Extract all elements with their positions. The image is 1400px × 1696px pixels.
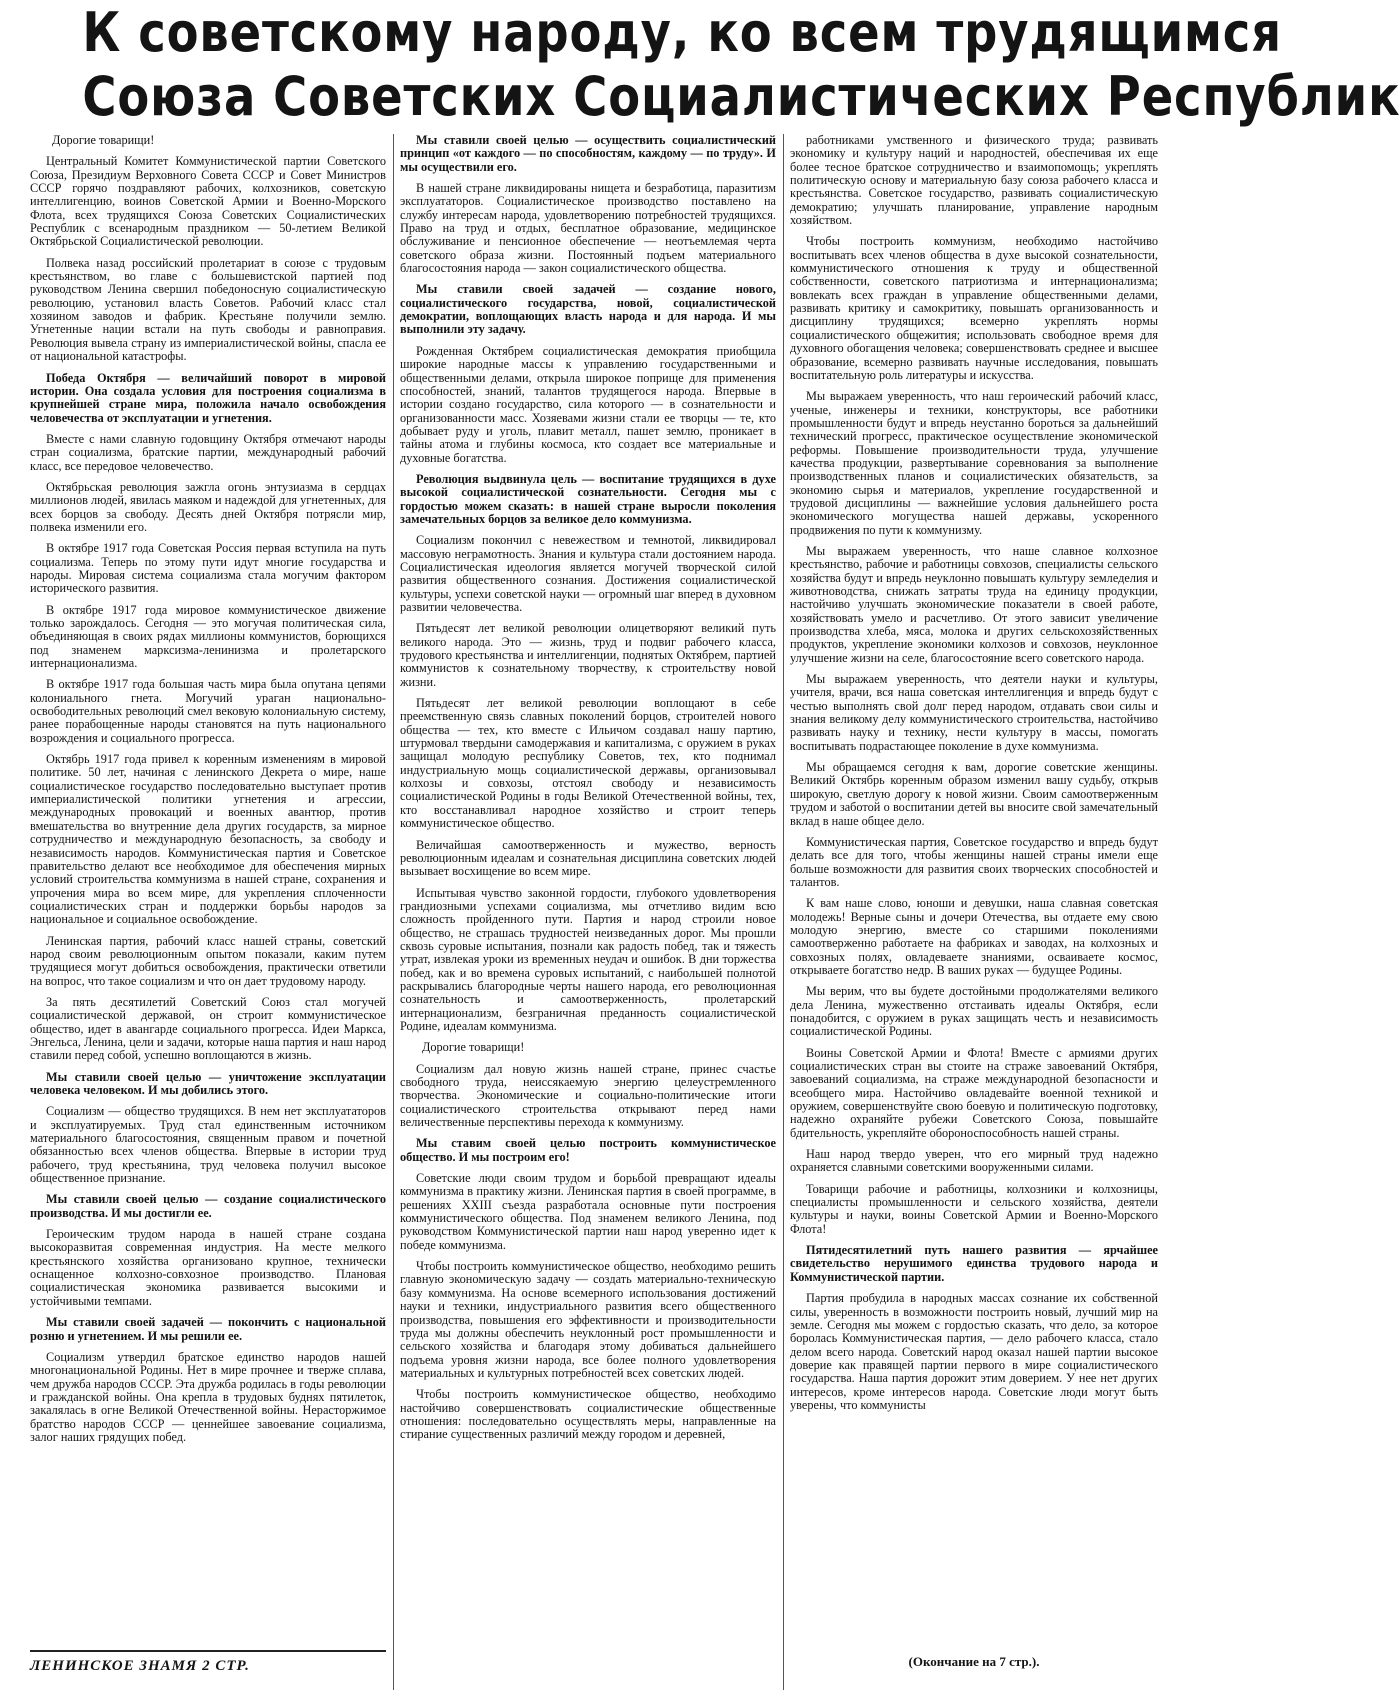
column-1 <box>30 134 386 1644</box>
article-paragraph: В октябре 1917 года мировое коммунистическое движение только зарождалось. Сегодня — это могучая политическая сила, объединяющая в своих рядах миллионы коммунистов, борющихся под знаменем марксизма-ленинизма и пролетарского интернационализма. <box>30 602 386 671</box>
article-paragraph: К вам наше слово, юноши и девушки, наша славная советская молодежь! Верные сыны и дочери Отечества, вы отдаете ему свою молодую энергию, вместе со старшими поколениями самоотверженно работаете на фабриках и заводах, на колхозных и совхозных полях, овладеваете знаниями, осваиваете космос, открываете богатство недр. В ваших руках — будущее Родины. <box>790 896 1158 977</box>
column-divider-1 <box>393 134 394 1690</box>
article-paragraph: За пять десятилетий Советский Союз стал могучей социалистической державой, он строит коммунистическое общество, идет в авангарде социального прогресса. Идеи Маркса, Энгельса, Ленина, цели и задачи, которые наша партия и наш народ ставили перед собой, успешно воплощаются в жизнь. <box>30 994 386 1063</box>
bold-paragraph: Пятидесятилетний путь нашего развития — ярчайшее свидетельство нерушимого единства трудового народа и Коммунистической партии. <box>790 1243 1158 1284</box>
article-paragraph: Наш народ твердо уверен, что его мирный труд надежно охраняется славными советскими вооруженными силами. <box>790 1147 1158 1175</box>
article-paragraph: Социализм — общество трудящихся. В нем нет эксплуататоров и эксплуатируемых. Труд стал единственным источником материального благосостояния, священным правом и почетной обязанностью всех членов общества. Впервые в истории труд рабочего, труд крестьянина, труд человека получил высокое общественное признание. <box>30 1104 386 1186</box>
bold-paragraph: Мы ставим своей целью построить коммунистическое общество. И мы построим его! <box>400 1136 776 1164</box>
article-paragraph: Мы выражаем уверенность, что наш героический рабочий класс, ученые, инженеры и техники, конструкторы, все работники промышленности будут и впредь неустанно бороться за дальнейший технический прогресс, практическое осуществление экономической реформы. Повышение производительности труда, улучшение качества продукции, развертывание соревнования за выполнение производственных планов и социалистических обязательств, за экономию сырья и материалов, укрепление государственной и трудовой дисциплины — важнейшие условия дальнейшего роста экономического могущества нашей державы, ускоренного продвижения по пути к коммунизму. <box>790 389 1158 537</box>
article-paragraph: Мы выражаем уверенность, что деятели науки и культуры, учителя, врачи, вся наша советская интеллигенция и впредь будут с честью выполнять свой долг перед народом, отдавать свои силы и знания великому делу коммунистического строительства, настойчиво развивать науку и технику, нести культуру в массы, помогать воспитывать подрастающее поколение в духе коммунизма. <box>790 672 1158 753</box>
bold-paragraph: Победа Октября — величайший поворот в мировой истории. Она создала условия для построения социализма в крупнейшей стране мира, положила начало освобождения человечества от эксплуатации и угнетения. <box>30 370 386 425</box>
article-paragraph: Ленинская партия, рабочий класс нашей страны, советский народ своим революционным опытом показали, каким путем трудящиеся могут добиться освобождения, практически ответили на вопрос, что такое социализм и что он дает трудовому народу. <box>30 933 386 988</box>
article-paragraph: Коммунистическая партия, Советское государство и впредь будут делать все для того, чтобы женщины нашей страны имели еще больше возможности для развития своих творческих способностей и талантов. <box>790 834 1158 889</box>
article-paragraph: Воины Советской Армии и Флота! Вместе с армиями других социалистических стран вы стоите на страже завоеваний Октября, завоеваний социализма, на страже международной безопасности и всеобщего мира. Настойчиво овладевайте военной техникой и оружием, совершенствуйте свою боевую и политическую подготовку, надежно охраняйте рубежи Советского Союза, повышайте бдительность, укрепляйте обороноспособность нашей страны. <box>790 1045 1158 1140</box>
article-paragraph: Испытывая чувство законной гордости, глубокого удовлетворения грандиозными успехами социализма, мы отчетливо видим всю сложность пройденного пути. Партия и народ строили новое общество, не страшась трудностей неизведанных дорог. Мы прошли сквозь суровые испытания, познали как радость побед, так и тяжесть утрат, извлекая уроки из временных неудач и ошибок. В дни торжества побед, как и во времена суровых испытаний, с наибольшей полнотой раскрывались благородные черты нашего народа, его революционная сознательность и самоотверженность, пролетарский интернационализм, безграничная преданность социалистической Родине, идеалам коммунизма. <box>400 885 776 1033</box>
article-paragraph: Советские люди своим трудом и борьбой превращают идеалы коммунизма в практику жизни. Ленинская партия в своей программе, в решениях XXIII съезда разработала основные пути построения коммунистического общества. Под знаменем великого Ленина, под руководством Коммунистической партии наш народ уверенно идет к победе коммунизма. <box>400 1171 776 1252</box>
bold-paragraph: Мы ставили своей целью — создание социалистического производства. И мы достигли ее. <box>30 1192 386 1220</box>
headline <box>0 0 1400 130</box>
article-paragraph: Чтобы построить коммунистическое общество, необходимо решить главную экономическую задачу — создать материально-техническую базу коммунизма. На основе всемерного использования достижений науки и техники, индустриального развития всего общественного производства, повышения его эффективности и производительности труда мы должны обеспечить неуклонный рост промышленности и сельского хозяйства и благодаря этому добиваться дальнейшего подъема уровня жизни народа, все более полного удовлетворения материальных и культурных потребностей всех советских людей. <box>400 1259 776 1380</box>
salutation: Дорогие товарищи! <box>422 1040 525 1055</box>
article-paragraph: Чтобы построить коммунистическое общество, необходимо настойчиво совершенствовать социалистические общественные отношения: последовательно осуществлять меры, направленные на стирание существенных различий между городом и деревней, <box>400 1387 776 1442</box>
continuation-note: (Окончание на 7 стр.). <box>908 1654 1040 1669</box>
article-paragraph: Мы обращаемся сегодня к вам, дорогие советские женщины. Великий Октябрь коренным образом изменил вашу судьбу, открыв широкую, светлую дорогу к новой жизни. Своим самоотверженным трудом и заботой о воспитании детей вы вносите свой замечательный вклад в наше общее дело. <box>790 760 1158 828</box>
headline-line-2: Союза Советских Социалистических Республик <box>82 65 1400 128</box>
article-paragraph: В октябре 1917 года Советская Россия первая вступила на путь социализма. Теперь по этому пути идут многие государства и народы. Мировая система социализма стала могучим фактором исторического развития. <box>30 541 386 596</box>
article-paragraph: Вместе с нами славную годовщину Октября отмечают народы стран социализма, братские партии, международный рабочий класс, все передовое человечество. <box>30 431 386 473</box>
column-3 <box>790 134 1158 1644</box>
bold-paragraph: Мы ставили своей задачей — покончить с национальной розню и угнетением. И мы решили ее. <box>30 1315 386 1343</box>
article-paragraph: Социализм покончил с невежеством и темнотой, ликвидировал массовую неграмотность. Знания и культура стали достоянием народа. Социалистическая идеология является могучей творческой силой развития общественного сознания. Достижения социалистической культуры, успехи советской науки — огромный шаг вперед в духовном развитии человечества. <box>400 533 776 614</box>
article-paragraph: Полвека назад российский пролетариат в союзе с трудовым крестьянством, во главе с большевистской партией под руководством Ленина свершил победоносную социалистическую революцию, установил власть Советов. Рабочий класс стал хозяином заводов и фабрик. Крестьяне получили землю. Угнетенные нации встали на путь свободы и равноправия. Революция вывела страну из империалистической войны, спасла ее от национальной катастрофы. <box>30 255 386 364</box>
article-paragraph: Партия пробудила в народных массах сознание их собственной силы, уверенность в возможности построить новый, лучший мир на земле. Сегодня мы можем с гордостью сказать, что дело, за которое боролась Коммунистическая партия, — дело рабочего класса, стало делом всего народа. Советский народ оказал нашей партии высокое доверие как правящей партии первого в мире социалистического государства. Наша партия дорожит этим доверием. У нее нет других интересов, кроме интересов народа. Советские люди могут быть уверены, что коммунисты <box>790 1291 1158 1412</box>
article-paragraph: Октябрь 1917 года привел к коренным изменениям в мировой политике. 50 лет, начиная с ленинского Декрета о мире, наше социалистическое государство последовательно выступает против империалистической политики угнетения и агрессии, международных провокаций и военных авантюр, против вмешательства во внутренние дела других государств, за мирное сотрудничество и международную безопасность, за свободу и независимость народов. Коммунистическая партия и Советское правительство делают все необходимое для обеспечения мирных условий строительства коммунизма в нашей стране, сохранения и упрочения мира во всем мире, для укрепления сплоченности социалистических стран и поддержки борьбы народов за национальное и социальное освобождение. <box>30 752 386 927</box>
article-paragraph: Социализм дал новую жизнь нашей стране, принес счастье свободного труда, неиссякаемую энергию целеустремленного творчества. Экономические и социально-политические итоги социалистического строительства открывают перед нами величественные перспективы перехода к коммунизму. <box>400 1061 776 1130</box>
newspaper-name-page: ЛЕНИНСКОЕ ЗНАМЯ 2 СТР. <box>30 1658 250 1674</box>
article-paragraph: Пятьдесят лет великой революции олицетворяют великий путь великого народа. Это — жизнь, труд и подвиг рабочего класса, трудового крестьянства и интеллигенции, поднятых Октябрем, партией коммунистов к сознательному творчеству, к строительству новой жизни. <box>400 621 776 689</box>
article-paragraph: Социализм утвердил братское единство народов нашей многонациональной Родины. Нет в мире прочнее и тверже сплава, чем дружба народов СССР. Эта дружба родилась в годы революции и гражданской войны. Она крепла в трудовых буднях пятилеток, закалялась в огне Великой Отечественной войны. Нерасторжимое братство народов СССР — ценнейшее завоевание социализма, залог наших грядущих побед. <box>30 1349 386 1444</box>
article-paragraph: В нашей стране ликвидированы нищета и безработица, паразитизм эксплуататоров. Социалистическое производство поставлено на службу интересам народа, удовлетворению потребностей трудящихся. Право на труд и отдых, бесплатное образование, медицинское обслуживание и пенсионное обеспечение — неотъемлемая черта советского образа жизни. Постоянный подъем материального благосостояния народа — закон социалистического общества. <box>400 181 776 276</box>
article-paragraph: Мы выражаем уверенность, что наше славное колхозное крестьянство, рабочие и работницы совхозов, специалисты сельского хозяйства будут и впредь неуклонно повышать культуру земледелия и животноводства, снижать затраты труда на единицу продукции, настойчиво улучшать экономические показатели в своей работе, хозяйствовать умело и расчетливо. От этого зависит увеличение производства хлеба, мяса, молока и других сельскохозяйственных продуктов, укрепление экономики колхозов и совхозов, неуклонное улучшение жизни на селе, благосостояние всего советского народа. <box>790 543 1158 665</box>
column-divider-2 <box>783 134 784 1690</box>
salutation: Дорогие товарищи! <box>52 133 155 147</box>
article-paragraph: Величайшая самоотверженность и мужество, верность революционным идеалам и сознательная дисциплина советских людей вызывает восхищение во всем мире. <box>400 837 776 879</box>
bold-paragraph: Революция выдвинула цель — воспитание трудящихся в духе высокой социалистической сознательности. Сегодня мы с гордостью можем сказать: в нашей стране выросли поколения замечательных борцов за великое дело коммунизма. <box>400 471 776 526</box>
bold-paragraph: Мы ставили своей целью — осуществить социалистический принцип «от каждого — по способностям, каждому — по труду». И мы осуществили его. <box>400 133 776 174</box>
column-2 <box>400 134 776 1690</box>
article-paragraph: Пятьдесят лет великой революции воплощают в себе преемственную связь славных поколений борцов, строителей нового общества — тех, кто вместе с Ильичом создавал нашу партию, штурмовал твердыни самодержавия и капитализма, с оружием в руках защищал молодую республику Советов, тех, кто поднимал индустриальную мощь социалистической державы, организовывал колхозы и совхозы, отстоял свободу и независимость социалистической Родины в годы Великой Отечественной войны, тех, кто восстанавливал народное хозяйство и строит теперь коммунистическое общество. <box>400 696 776 831</box>
page-footer-masthead <box>30 1650 386 1682</box>
bold-paragraph: Мы ставили своей задачей — создание нового, социалистического государства, новой, социалистической демократии, воплощающих власть народа и для народа. И мы выполнили эту задачу. <box>400 282 776 337</box>
article-paragraph: Героическим трудом народа в нашей стране создана высокоразвитая современная индустрия. На месте мелкого крестьянского хозяйства организовано крупное, технически оснащенное колхозно-совхозное производство. Плановая социалистическая экономика развивается высокими и устойчивыми темпами. <box>30 1227 386 1308</box>
article-paragraph: Октябрьская революция зажгла огонь энтузиазма в сердцах миллионов людей, явилась маяком и надеждой для угнетенных, для всех борцов за свободу. Десять дней Октября потрясли мир, полвека изменили его. <box>30 479 386 534</box>
article-paragraph: Чтобы построить коммунизм, необходимо настойчиво воспитывать всех членов общества в духе высокой сознательности, коммунистического отношения к труду и общественной собственности, советского патриотизма и интернационализма; вовлекать всех граждан в управление общественными делами, развивать критику и самокритику, повышать организованность и дисциплину трудящихся; всемерно укреплять нормы социалистического общежития; использовать свободное время для духовного обогащения человека; совершенствовать среднее и высшее образование, всемерно развивать научные исследования, повышать воспитательную роль литературы и искусства. <box>790 234 1158 382</box>
article-paragraph: В октябре 1917 года большая часть мира была опутана цепями колониального гнета. Могучий ураган национально-освободительных революций смел вековую колониальную систему, ранее порабощенные народы становятся на путь национального возрождения и социального прогресса. <box>30 677 386 745</box>
headline-line-1: К советскому народу, ко всем трудящимся <box>82 1 1282 64</box>
article-paragraph: Рожденная Октябрем социалистическая демократия приобщила широкие народные массы к управлению государственными и общественными делами, открыла широкое поприще для применения способностей, знаний, талантов трудящегося народа. Впервые в истории создано государство, сила которого — в сознательности и организованности масс. Хозяевами жизни стали ее творцы — те, кто добывает руду и уголь, плавит металл, пашет землю, проникает в тайны атома и глубины космоса, кто создает все материальные и духовные богатства. <box>400 343 776 465</box>
article-paragraph: работниками умственного и физического труда; развивать экономику и культуру наций и народностей, обеспечивая их еще более тесное братское сотрудничество и взаимопомощь; укреплять политическую основу и материальную базу союза рабочего класса и крестьянства. Советское государство, развивать социалистическую демократию; улучшать планирование, управление народным хозяйством. <box>790 133 1158 228</box>
article-paragraph: Товарищи рабочие и работницы, колхозники и колхозницы, специалисты промышленности и сельского хозяйства, деятели культуры и науки, воины Советской Армии и Военно-Морского Флота! <box>790 1181 1158 1236</box>
article-paragraph: Мы верим, что вы будете достойными продолжателями великого дела Ленина, мужественно отстаивать идеалы Октября, если понадобится, с оружием в руках защищать честь и независимость социалистической Родины. <box>790 984 1158 1039</box>
article-paragraph: Центральный Комитет Коммунистической партии Советского Союза, Президиум Верховного Совета СССР и Совет Министров СССР горячо поздравляют рабочих, колхозников, советскую интеллигенцию, воинов Советской Армии и Военно-Морского Флота, всех трудящихся Союза Советских Социалистических Республик с всенародным праздником — 50-летием Великой Октябрьской Социалистической революции. <box>30 154 386 249</box>
bold-paragraph: Мы ставили своей целью — уничтожение эксплуатации человека человеком. И мы добились этого. <box>30 1069 386 1097</box>
